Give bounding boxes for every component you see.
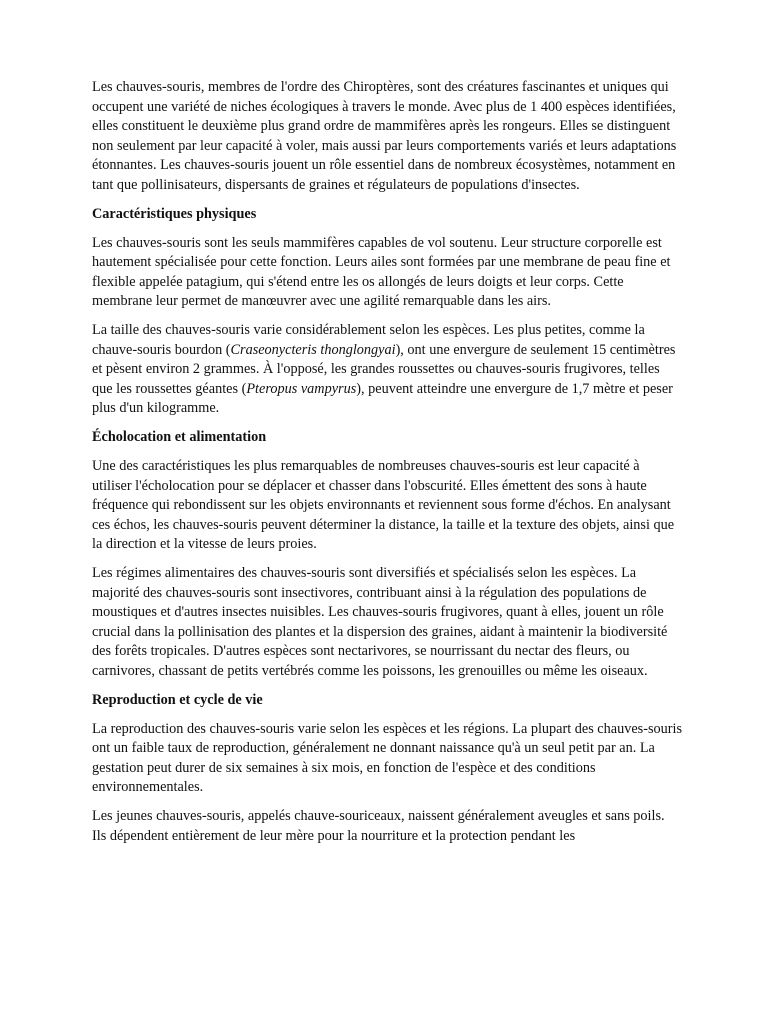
reproduction-paragraph-1: La reproduction des chauves-souris varie selon les espèces et les régions. La plupart des chauves-souris ont un faible taux de reproduction, généralement ne donnant naissance qu'à un seul petit par an. La gestation peut durer de six semaines à six mois, en fonction de l'espèce et des conditions environnementales. [92,720,682,795]
document-page [92,78,682,918]
echolocation-paragraph-2: Les régimes alimentaires des chauves-souris sont diversifiés et spécialisés selon les espèces. La majorité des chauves-souris sont insectivores, contribuant ainsi à la régulation des populations de moustiques et d'autres insectes nuisibles. Les chauves-souris frugivores, quant à elles, jouent un rôle crucial dans la pollinisation des plantes et la dispersion des graines, aidant à maintenir la biodiversité des forêts tropicales. D'autres espèces sont nectarivores, se nourrissant du nectar des fleurs, ou carnivores, chassant de petits vertébrés comme les poissons, les grenouilles ou même les oiseaux. [92,565,668,679]
text-span: ), peuvent atteindre une envergure de 1,7 mètre et peser plus d'un kilogramme. [92,380,673,416]
section-heading-physical: Caractéristiques physiques [92,205,257,222]
physical-paragraph-2 [92,321,682,419]
echolocation-paragraph-1: Une des caractéristiques les plus remarquables de nombreuses chauves-souris est leur capacité à utiliser l'écholocation pour se déplacer et chasser dans l'obscurité. Elles émettent des sons à haute fréquence qui rebondissent sur les objets environnants et reviennent sous forme d'échos. En analysant ces échos, les chauves-souris peuvent déterminer la distance, la taille et la texture des objets, ainsi que la direction et la vitesse de leurs proies. [92,458,675,552]
section-heading-reproduction: Reproduction et cycle de vie [92,691,263,708]
text-span: La taille des chauves-souris varie considérablement selon les espèces. Les plus petites, comme la chauve-souris bourdon ( [92,322,645,358]
species-name-italic: Craseonycteris thonglongyai [230,341,396,358]
reproduction-paragraph-2: Les jeunes chauves-souris, appelés chauve-souriceaux, naissent généralement aveugles et sans poils. Ils dépendent entièrement de leur mère pour la nourriture et la protection pendant les [92,808,665,844]
species-name-italic: Pteropus vampyrus [246,380,357,397]
section-heading-echolocation: Écholocation et alimentation [92,429,267,445]
intro-paragraph: Les chauves-souris, membres de l'ordre des Chiroptères, sont des créatures fascinantes et uniques qui occupent une variété de niches écologiques à travers le monde. Avec plus de 1 400 espèces identifiées, elles constituent le deuxième plus grand ordre de mammifères après les rongeurs. Elles se distinguent non seulement par leur capacité à voler, mais aussi par leurs comportements variés et leurs adaptations étonnantes. Les chauves-souris jouent un rôle essentiel dans de nombreux écosystèmes, notamment en tant que pollinisateurs, dispersants de graines et régulateurs de populations d'insectes. [92,79,677,193]
text-span: ), ont une envergure de seulement 15 centimètres et pèsent environ 2 grammes. À l'opposé, les grandes roussettes ou chauves-souris frugivores, telles que les roussettes géantes ( [92,341,676,397]
physical-paragraph-1: Les chauves-souris sont les seuls mammifères capables de vol soutenu. Leur structure corporelle est hautement spécialisée pour cette fonction. Leurs ailes sont formées par une membrane de peau fine et flexible appelée patagium, qui s'étend entre les os allongés de leurs doigts et leur corps. Cette membrane leur permet de manœuvrer avec une agilité remarquable dans les airs. [92,234,671,309]
